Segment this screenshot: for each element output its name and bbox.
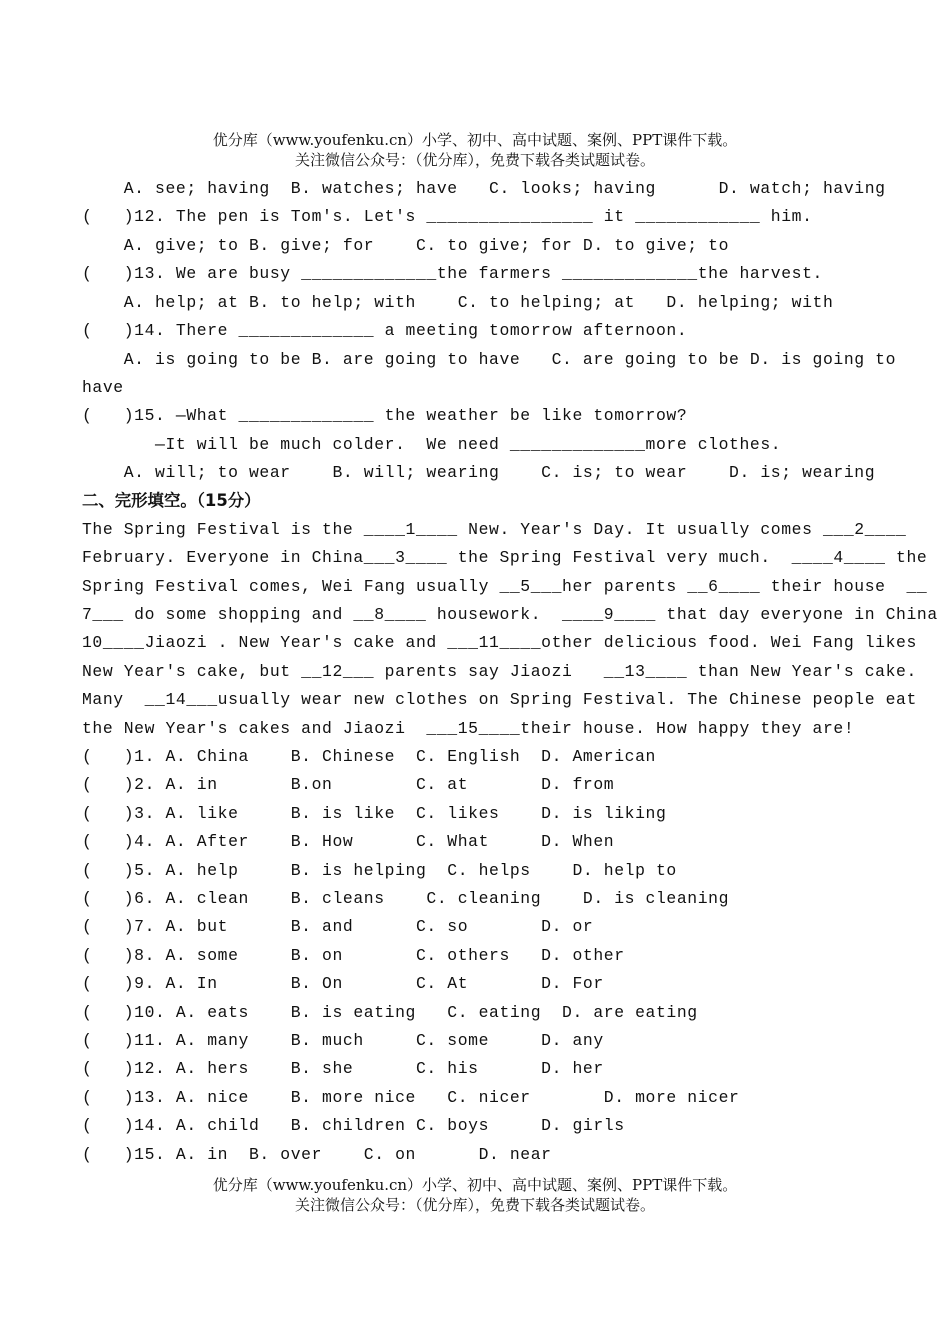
option-line: ( )7. A. but B. and C. so D. or — [82, 917, 594, 936]
question-line: have — [82, 378, 124, 397]
option-line: ( )6. A. clean B. cleans C. cleaning D. is cleaning — [82, 889, 730, 908]
option-line: ( )2. A. in B.on C. at D. from — [82, 775, 615, 794]
footer-line-1: 优分库（www.youfenku.cn）小学、初中、高中试题、案例、PPT课件下载。 — [212, 1176, 738, 1194]
option-line: ( )12. A. hers B. she C. his D. her — [82, 1059, 604, 1078]
option-line: ( )11. A. many B. much C. some D. any — [82, 1031, 604, 1050]
question-line: A. see; having B. watches; have C. looks; having D. watch; having — [82, 179, 886, 198]
option-line: ( )8. A. some B. on C. others D. other — [82, 946, 625, 965]
passage-line: 10____Jiaozi . New Year's cake and ___11____other delicious food. Wei Fang likes — [82, 633, 917, 652]
passage-line: February. Everyone in China___3____ the Spring Festival very much. ____4____ the — [82, 548, 928, 567]
footer-line-2: 关注微信公众号：（优分库），免费下载各类试题试卷。 — [294, 1196, 655, 1214]
option-line: ( )14. A. child B. children C. boys D. girls — [82, 1116, 625, 1135]
header-line-1: 优分库（www.youfenku.cn）小学、初中、高中试题、案例、PPT课件下载。 — [212, 131, 738, 149]
question-line: ( )15. —What _____________ the weather be like tomorrow? — [82, 406, 688, 425]
option-line: ( )9. A. In B. On C. At D. For — [82, 974, 604, 993]
option-line: ( )5. A. help B. is helping C. helps D. help to — [82, 861, 677, 880]
question-line: A. give; to B. give; for C. to give; for D. to give; to — [82, 236, 730, 255]
option-line: ( )10. A. eats B. is eating C. eating D. are eating — [82, 1003, 698, 1022]
question-line: ( )13. We are busy _____________the farmers _____________the harvest. — [82, 264, 823, 283]
passage-line: The Spring Festival is the ____1____ New. Year's Day. It usually comes ___2____ — [82, 520, 907, 539]
question-line: —It will be much colder. We need _____________more clothes. — [82, 435, 782, 454]
passage-line: Spring Festival comes, Wei Fang usually __5___her parents __6____ their house __ — [82, 577, 928, 596]
option-line: ( )3. A. like B. is like C. likes D. is liking — [82, 804, 667, 823]
section-title: 二、完形填空。（15分） — [82, 491, 261, 510]
option-line: ( )4. A. After B. How C. What D. When — [82, 832, 615, 851]
question-line: ( )12. The pen is Tom's. Let's ________________ it ____________ him. — [82, 207, 813, 226]
header-line-2: 关注微信公众号：（优分库），免费下载各类试题试卷。 — [294, 151, 655, 169]
question-line: ( )14. There _____________ a meeting tomorrow afternoon. — [82, 321, 688, 340]
passage-line: 7___ do some shopping and __8____ housework. ____9____ that day everyone in China — [82, 605, 938, 624]
question-line: A. help; at B. to help; with C. to helping; at D. helping; with — [82, 293, 834, 312]
option-line: ( )13. A. nice B. more nice C. nicer D. more nicer — [82, 1088, 740, 1107]
passage-line: Many __14___usually wear new clothes on Spring Festival. The Chinese people eat — [82, 690, 917, 709]
question-line: A. is going to be B. are going to have C. are going to be D. is going to — [82, 350, 897, 369]
passage-line: New Year's cake, but __12___ parents say Jiaozi __13____ than New Year's cake. — [82, 662, 917, 681]
passage-line: the New Year's cakes and Jiaozi ___15____their house. How happy they are! — [82, 719, 855, 738]
question-line: A. will; to wear B. will; wearing C. is; to wear D. is; wearing — [82, 463, 876, 482]
option-line: ( )1. A. China B. Chinese C. English D. American — [82, 747, 656, 766]
option-line: ( )15. A. in B. over C. on D. near — [82, 1145, 552, 1164]
